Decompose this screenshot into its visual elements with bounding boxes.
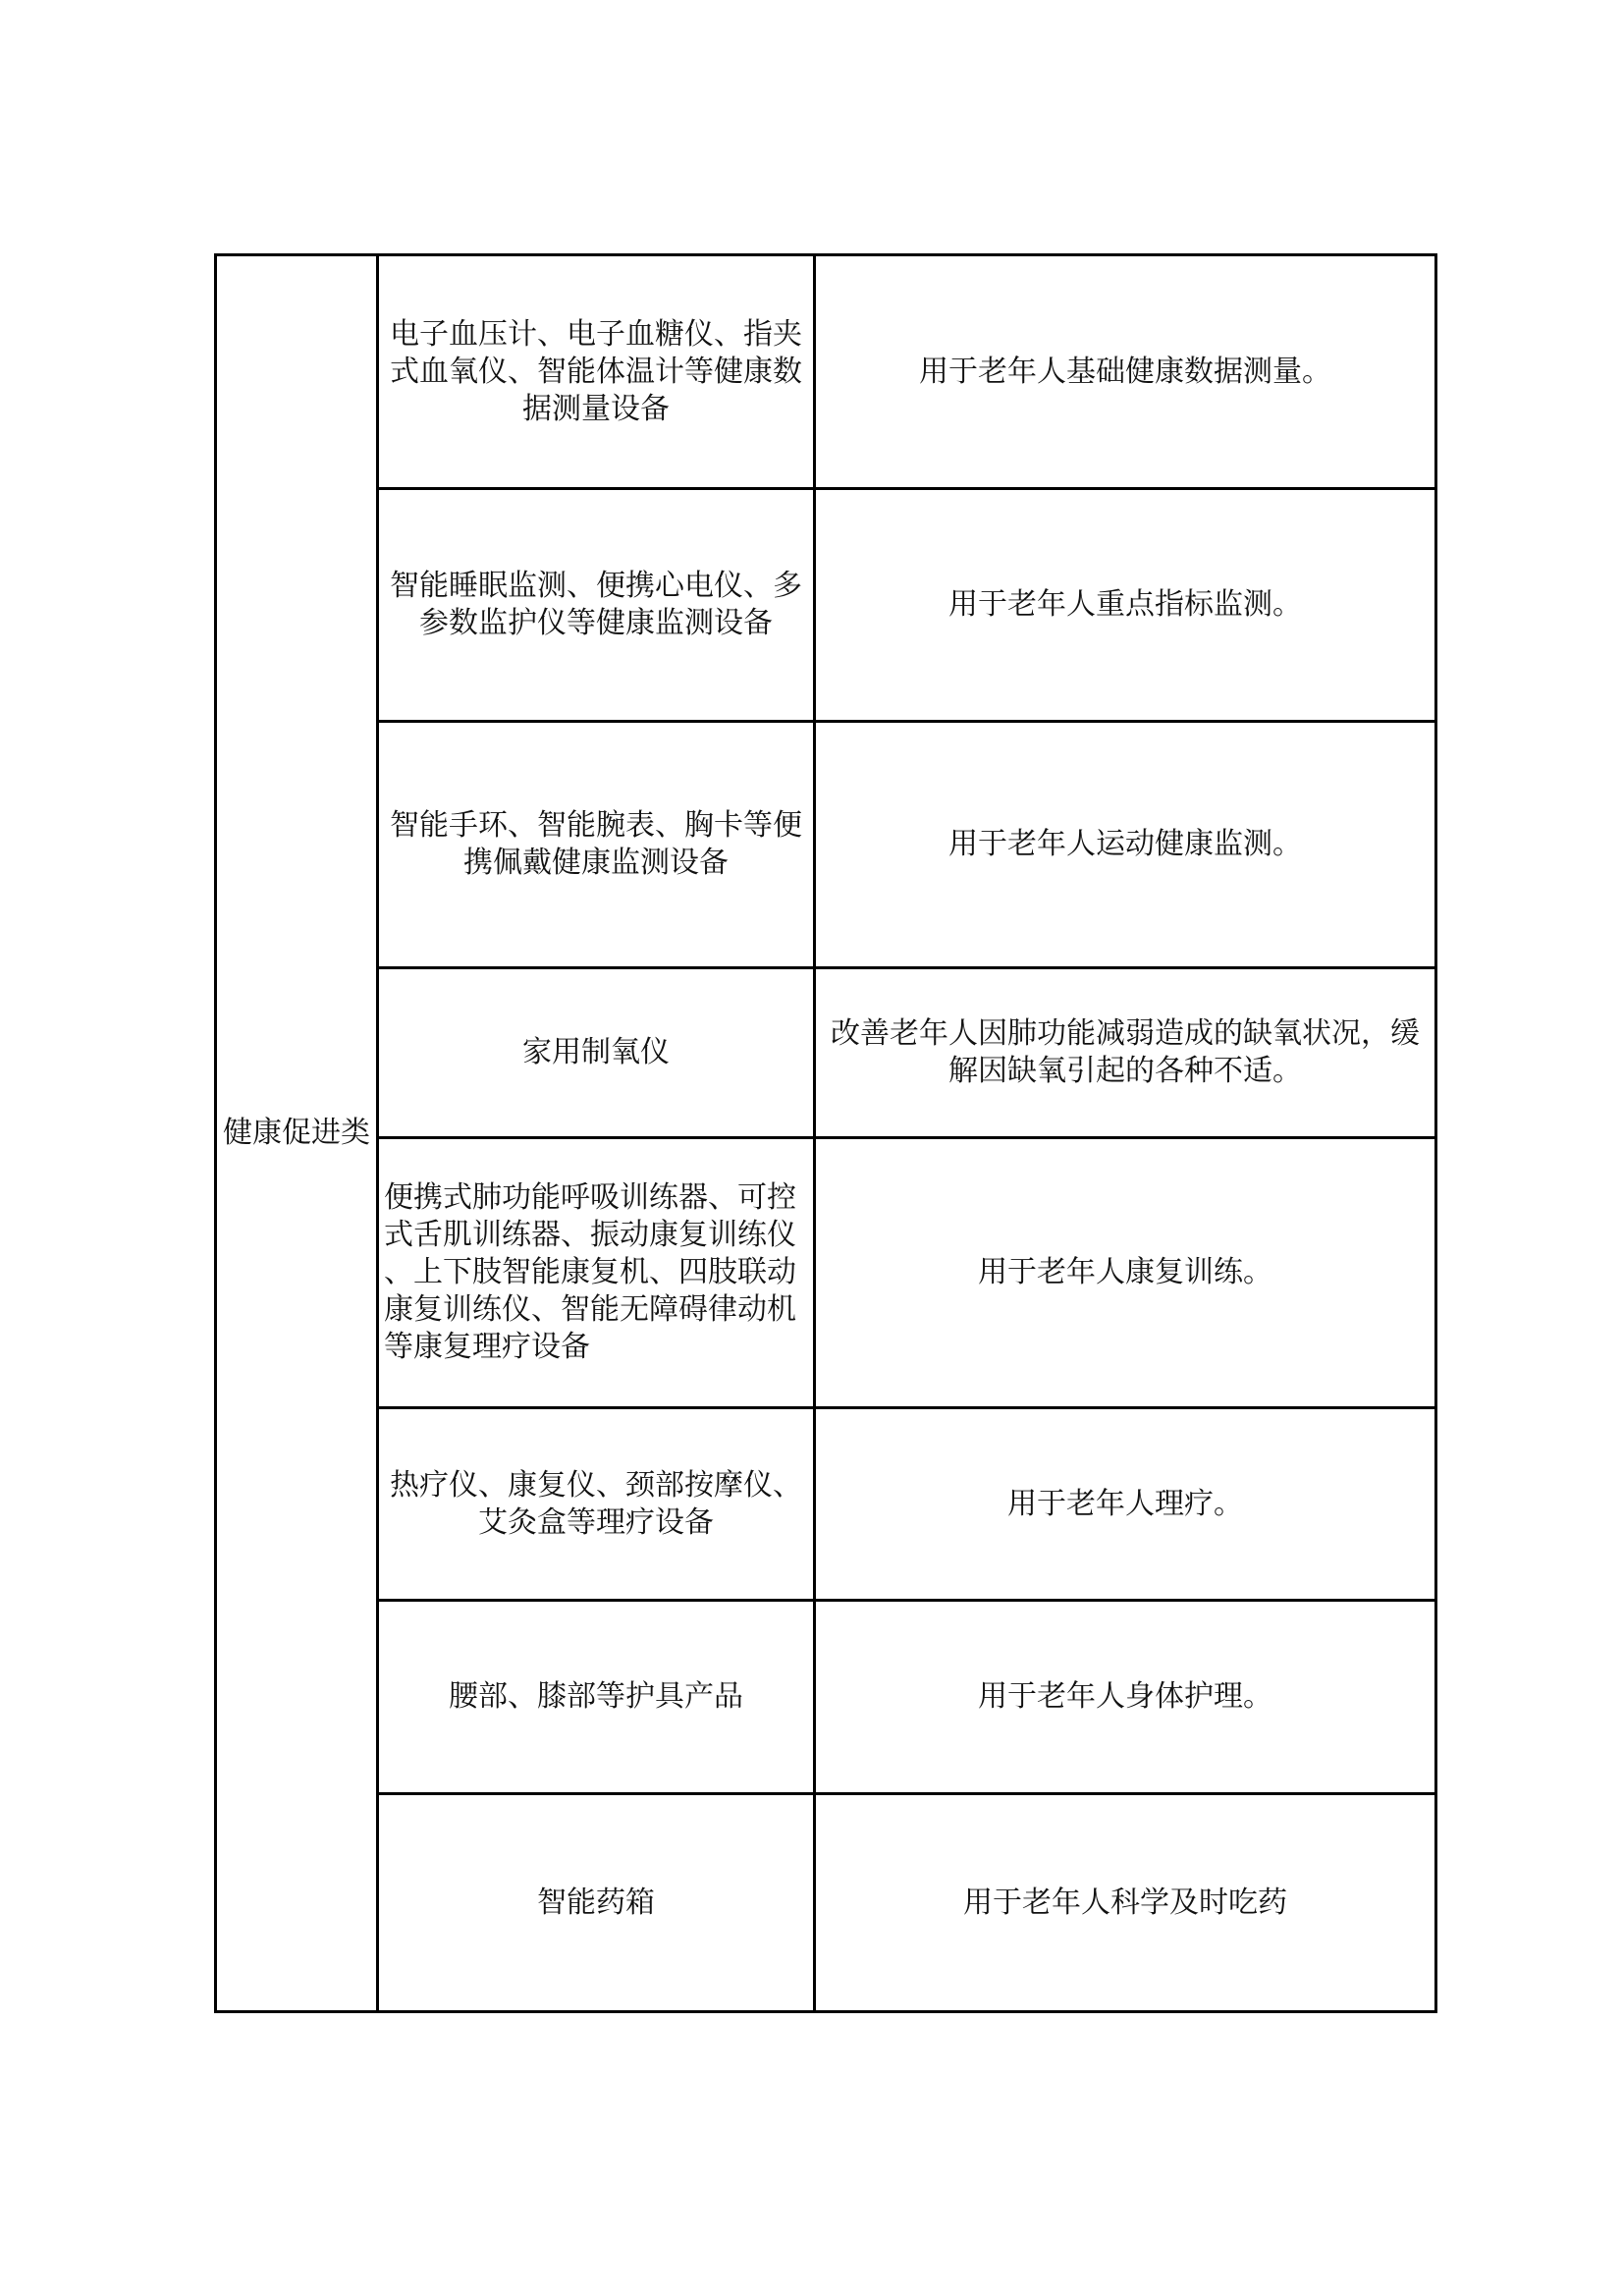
- table-row: [216, 255, 1436, 489]
- product-cell: [378, 489, 815, 722]
- product-text-line: 携佩戴健康监测设备: [463, 847, 729, 879]
- table-row: [216, 1794, 1436, 2012]
- product-cell: [378, 1794, 815, 2012]
- product-text-line: 电子血压计、电子血糖仪、指夹: [390, 317, 802, 351]
- usage-text-line: 用于老年人科学及时吃药: [963, 1886, 1287, 1919]
- category-label: 健康促进类: [223, 1117, 370, 1149]
- product-text-line: 腰部、膝部等护具产品: [449, 1680, 743, 1713]
- usage-cell: [815, 1408, 1436, 1601]
- usage-cell: [815, 1601, 1436, 1794]
- product-cell: [378, 255, 815, 489]
- usage-cell: [815, 1138, 1436, 1408]
- usage-text-line: 用于老年人基础健康数据测量。: [919, 355, 1331, 388]
- usage-text-line: 改善老年人因肺功能减弱造成的缺氧状况，缓: [831, 1017, 1420, 1050]
- product-text-line: 便携式肺功能呼吸训练器、可控: [384, 1181, 796, 1214]
- usage-cell: [815, 255, 1436, 489]
- table-row: [216, 1408, 1436, 1601]
- product-text-line: 家用制氧仪: [522, 1036, 670, 1068]
- product-text-line: 智能手环、智能腕表、胸卡等便: [390, 809, 802, 842]
- table-row: [216, 968, 1436, 1138]
- usage-text-line: 用于老年人理疗。: [1007, 1487, 1243, 1520]
- table-row: [216, 1138, 1436, 1408]
- usage-text-line: 用于老年人康复训练。: [978, 1256, 1272, 1288]
- product-text-line: 智能药箱: [537, 1886, 655, 1919]
- usage-text-line: 用于老年人身体护理。: [978, 1680, 1272, 1713]
- usage-cell: [815, 1794, 1436, 2012]
- usage-cell: [815, 968, 1436, 1138]
- product-text-line: 热疗仪、康复仪、颈部按摩仪、: [390, 1468, 802, 1502]
- product-cell: [378, 722, 815, 968]
- product-text-line: 、上下肢智能康复机、四肢联动: [384, 1256, 796, 1288]
- product-cell: [378, 1601, 815, 1794]
- usage-cell: [815, 722, 1436, 968]
- product-table: [214, 253, 1437, 2013]
- product-text-line: 式舌肌训练器、振动康复训练仪: [384, 1219, 796, 1251]
- table-row: [216, 489, 1436, 722]
- product-cell: [378, 1138, 815, 1408]
- product-text-line: 智能睡眠监测、便携心电仪、多: [390, 570, 802, 602]
- table-row: [216, 722, 1436, 968]
- product-text-line: 据测量设备: [522, 392, 670, 425]
- product-text-line: 康复训练仪、智能无障碍律动机: [384, 1293, 796, 1326]
- usage-text-line: 用于老年人重点指标监测。: [948, 588, 1302, 621]
- usage-text-line: 解因缺氧引起的各种不适。: [948, 1055, 1302, 1087]
- product-text-line: 式血氧仪、智能体温计等健康数: [390, 355, 802, 388]
- category-cell: [216, 255, 378, 2012]
- product-text-line: 艾灸盒等理疗设备: [478, 1505, 714, 1539]
- usage-cell: [815, 489, 1436, 722]
- usage-text-line: 用于老年人运动健康监测。: [948, 828, 1302, 860]
- product-text-line: 参数监护仪等健康监测设备: [419, 607, 773, 639]
- product-cell: [378, 968, 815, 1138]
- product-cell: [378, 1408, 815, 1601]
- product-text-line: 等康复理疗设备: [384, 1331, 590, 1363]
- table-row: [216, 1601, 1436, 1794]
